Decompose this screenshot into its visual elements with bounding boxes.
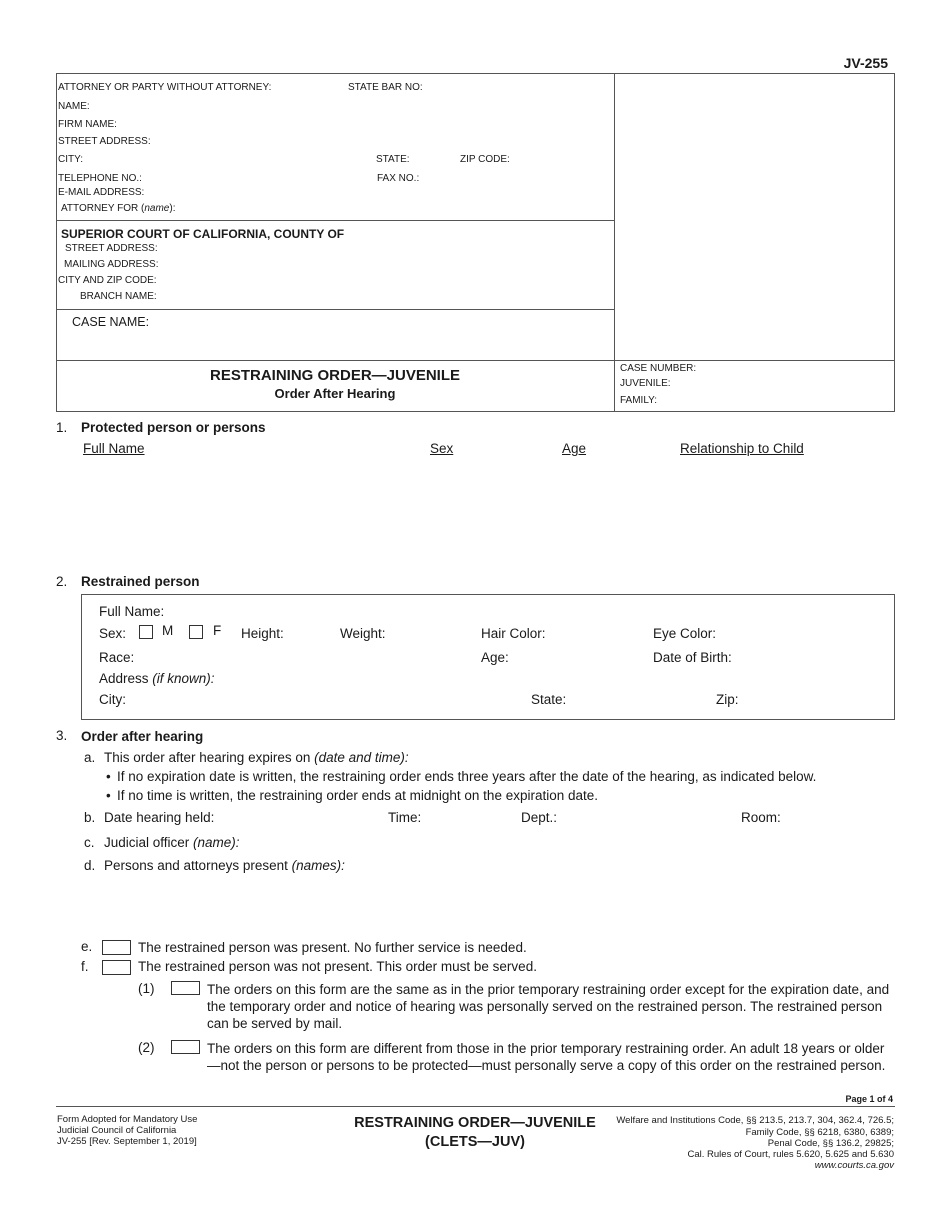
page-number: Page 1 of 4 [845,1094,893,1104]
family-label: FAMILY: [620,395,658,406]
item-f-text: The restrained person was not present. This order must be served. [138,959,537,974]
firm-label: FIRM NAME: [58,119,117,130]
item-d-letter: d. [84,858,96,873]
bullet-2-text: If no time is written, the restraining order ends at midnight on the expiration date. [117,788,599,803]
telephone-label: TELEPHONE NO.: [58,173,142,184]
dob-label: Date of Birth: [653,650,732,665]
hearing-date-label: Date hearing held: [104,810,215,825]
section3-number: 3. [56,728,68,743]
bullet-2-dot: • [106,788,111,803]
city-label: CITY: [58,154,84,165]
city-label-2: City: [99,692,126,707]
age-label: Age: [481,650,509,665]
state-label: STATE: [376,154,410,165]
weight-label: Weight: [340,626,386,641]
persons-present-label: Persons and attorneys present (names): [104,858,345,873]
item-a-letter: a. [84,750,96,765]
state-bar-label: STATE BAR NO: [348,82,423,93]
time-label: Time: [388,810,422,825]
full-name-label: Full Name: [99,604,165,619]
col-full-name: Full Name [83,441,145,456]
item-f-checkbox[interactable] [102,960,131,975]
title-divider [56,360,895,361]
sex-female-checkbox[interactable] [189,625,203,639]
email-label: E-MAIL ADDRESS: [58,187,145,198]
court-case-divider [56,309,614,310]
item-f2-text: The orders on this form are different from those in the prior temporary restraining order. An adult 18 years or older—not the person or persons to be protected—must personally serve a copy of this order on the restrained person. [207,1041,886,1073]
zip-label: ZIP CODE: [460,154,510,165]
col-age: Age [562,441,587,456]
col-relationship: Relationship to Child [680,441,804,456]
caption-divider [614,73,615,412]
state-label-2: State: [531,692,567,707]
form-title: RESTRAINING ORDER—JUVENILE [209,367,461,384]
fax-label: FAX NO.: [377,173,420,184]
height-label: Height: [241,626,284,641]
codes-line-3: Penal Code, §§ 136.2, 29825; [767,1138,894,1149]
item-a-text: This order after hearing expires on (date and time): [104,750,409,765]
codes-line-2: Family Code, §§ 6218, 6380, 6389; [745,1127,894,1138]
footer-rule [56,1106,895,1107]
dept-label: Dept.: [521,810,558,825]
website-link[interactable]: www.courts.ca.gov [814,1160,894,1171]
juvenile-label: JUVENILE: [620,378,671,389]
form-number: JV-255 [843,55,888,71]
male-label: M [162,623,174,638]
item-e-checkbox[interactable] [102,940,131,955]
attorney-label: ATTORNEY OR PARTY WITHOUT ATTORNEY: [58,82,272,93]
item-f1-checkbox[interactable] [171,981,200,995]
court-title: SUPERIOR COURT OF CALIFORNIA, COUNTY OF [61,227,345,241]
hair-color-label: Hair Color: [481,626,546,641]
section2-title: Restrained person [81,574,200,589]
item-c-letter: c. [84,835,95,850]
name-label: NAME: [58,101,90,112]
court-branch-label: BRANCH NAME: [80,291,157,302]
street-label: STREET ADDRESS: [58,136,151,147]
eye-color-label: Eye Color: [653,626,717,641]
item-b-letter: b. [84,810,96,825]
section1-number: 1. [56,420,68,435]
judicial-officer-label: Judicial officer (name): [104,835,240,850]
form-subtitle: Order After Hearing [274,386,396,401]
sex-male-checkbox[interactable] [139,625,153,639]
caption-box [56,73,895,412]
adopted-line-2: Judicial Council of California [57,1125,177,1136]
section2-number: 2. [56,574,68,589]
section1-title: Protected person or persons [81,420,266,435]
court-street-label: STREET ADDRESS: [65,243,158,254]
codes-line-4: Cal. Rules of Court, rules 5.620, 5.625 and 5.630 [687,1149,894,1160]
court-cityzip-label: CITY AND ZIP CODE: [58,275,157,286]
attorney-court-divider [56,220,614,221]
item-e-letter: e. [81,939,93,954]
race-label: Race: [99,650,135,665]
sex-label: Sex: [99,626,127,641]
item-f1-number: (1) [138,981,155,996]
col-sex: Sex [430,441,454,456]
court-mailing-label: MAILING ADDRESS: [64,259,159,270]
female-label: F [213,623,222,638]
section3-title: Order after hearing [81,729,204,744]
attorney-for-label: ATTORNEY FOR (name): [61,203,176,214]
zip-label-2: Zip: [716,692,739,707]
footer-title: RESTRAINING ORDER—JUVENILE [354,1115,596,1131]
case-number-label: CASE NUMBER: [620,363,697,374]
item-f2-number: (2) [138,1040,155,1055]
footer-subtitle: (CLETS—JUV) [425,1134,525,1150]
item-f2-checkbox[interactable] [171,1040,200,1054]
case-name-label: CASE NAME: [72,315,150,329]
bullet-1-dot: • [106,769,111,784]
item-f1-text: The orders on this form are the same as in the prior temporary restraining order except for the expiration date, and the temporary order and notice of hearing was personally served on the restrained person. The restrained person can be served by mail. [207,982,890,1031]
bullet-1-text: If no expiration date is written, the restraining order ends three years after the date of the hearing, as indicated below. [117,769,817,784]
adopted-line-1: Form Adopted for Mandatory Use [57,1114,198,1125]
adopted-line-3: JV-255 [Rev. September 1, 2019] [57,1136,197,1147]
room-label: Room: [741,810,781,825]
item-f-letter: f. [81,959,89,974]
codes-line-1: Welfare and Institutions Code, §§ 213.5, 213.7, 304, 362.4, 726.5; [616,1115,894,1126]
item-e-text: The restrained person was present. No further service is needed. [138,940,527,955]
address-label: Address (if known): [99,671,215,686]
